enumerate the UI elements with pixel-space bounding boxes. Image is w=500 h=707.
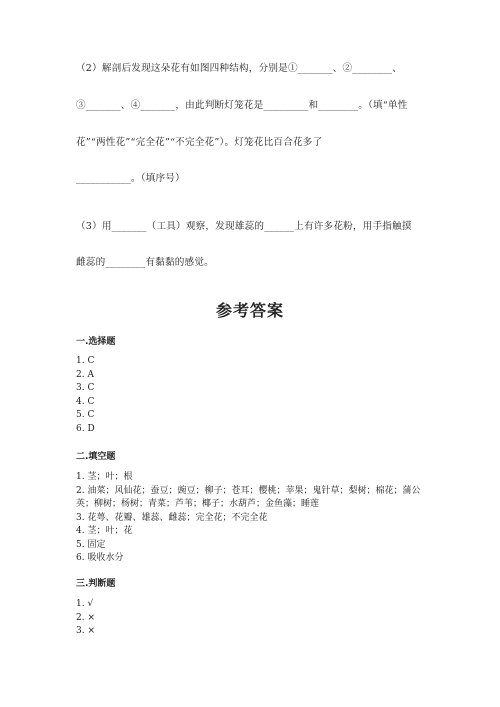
question-3-line-2: 雌蕊的________有黏黏的感觉。	[76, 257, 214, 268]
list-item: 5. C	[76, 410, 95, 420]
section-title-fill: 二.填空题	[76, 452, 116, 462]
list-item: 3. ×	[76, 626, 95, 636]
list-item: 2. ×	[76, 612, 95, 623]
question-2-line-2: ③_______、④_______，由此判断灯笼花是_________和________。（填“单性	[76, 100, 408, 111]
question-2-line-1: （2）解剖后发现这朵花有如图四种结构，分别是①_______、②________、	[76, 63, 403, 74]
question-2-line-3: 花”“两性花”“完全花”“不完全花”）。灯笼花比百合花多了	[76, 137, 323, 148]
section-title-judgement: 三.判断题	[76, 579, 116, 589]
fill-answers-list	[76, 471, 436, 566]
list-item: 2. A	[76, 369, 94, 380]
list-item: 1. 茎；叶；根	[76, 472, 133, 482]
list-item: 5. 固定	[76, 539, 106, 550]
list-item: 4. C	[76, 396, 95, 407]
choice-answers-list	[76, 355, 436, 436]
list-item: 6. 吸收水分	[76, 553, 124, 563]
question-2-line-4: ___________。（填序号）	[76, 173, 185, 184]
answer-key-title: 参考答案	[215, 301, 284, 320]
list-item: 4. 茎；叶；花	[76, 526, 133, 536]
list-item: 3. 花萼、花瓣、雄蕊、雌蕊；完全花；不完全花	[76, 512, 268, 523]
section-title-choice: 一.选择题	[76, 337, 116, 347]
list-item: 2. 油菜；风仙花；蚕豆；豌豆；柳子；苍耳；樱桃；苹果；鬼针草；梨树；棉花；蒲公英；柳树；杨树；青菜；芦苇；椰子；水葫芦；金鱼藻；睡莲	[76, 485, 421, 509]
judgement-answers-list	[76, 598, 436, 639]
list-item: 1. C	[76, 356, 95, 366]
list-item: 1. √	[76, 599, 94, 609]
question-3-line-1: （3）用_______（工具）观察，发现雄蕊的______上有许多花粉，用手指触摸	[76, 221, 412, 232]
list-item: 6. D	[76, 423, 95, 434]
list-item: 3. C	[76, 383, 95, 393]
